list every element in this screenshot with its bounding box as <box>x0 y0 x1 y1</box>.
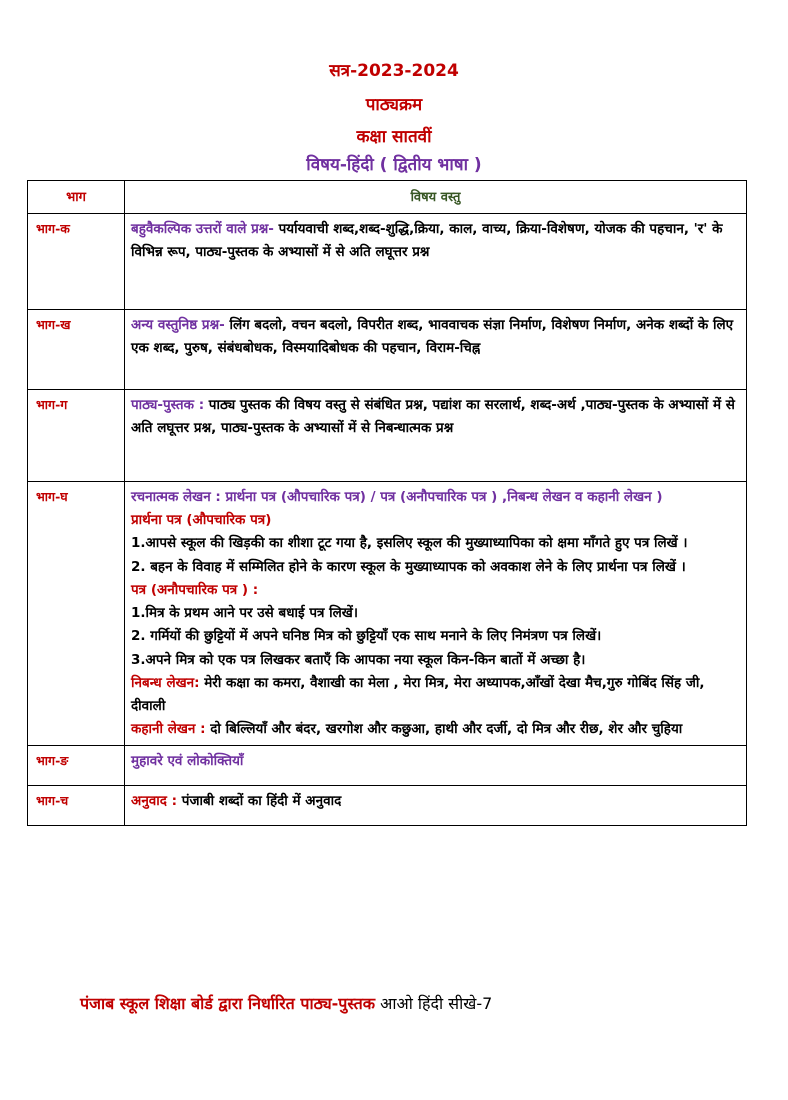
syllabus-table <box>27 180 747 826</box>
table-row <box>28 746 747 786</box>
essay-label: निबन्ध लेखन: <box>131 674 200 691</box>
part-cell: भाग-क <box>28 214 125 310</box>
content-cell <box>125 310 747 390</box>
session-heading: सत्र-2023-2024 <box>329 61 459 81</box>
informal-letter-title: पत्र (अनौपचारिक पत्र ) : <box>131 581 259 598</box>
part-cell: भाग-ग <box>28 390 125 482</box>
story-text: दो बिल्लियाँ और बंदर, खरगोश और कछुआ, हाथी और दर्जी, दो मित्र और रीछ, शेर और चुहिया <box>205 721 683 738</box>
formal-letter-title: प्रार्थना पत्र (औपचारिक पत्र) <box>131 512 272 529</box>
section-text: लिंग बदलो, वचन बदलो, विपरीत शब्द, भाववाचक संज्ञा निर्माण, विशेषण निर्माण, अनेक शब्दों के लिए एक शब्द, पुरुष, संबंधबोधक, विस्मयादिबोधक की पहचान, विराम-चिह्न <box>131 317 734 357</box>
story-writing <box>131 718 740 741</box>
table-row <box>28 310 747 390</box>
list-item: 1.आपसे स्कूल की खिड़की का शीशा टूट गया है, इसलिए स्कूल की मुख्याध्यापिका को क्षमा माँगते हुए पत्र लिखें । <box>131 535 688 552</box>
table-header-row <box>28 181 747 214</box>
creative-writing-heading: रचनात्मक लेखन : प्रार्थना पत्र (औपचारिक पत्र) / पत्र (अनौपचारिक पत्र ) ,निबन्ध लेखन व कहानी लेखन ) <box>131 489 663 505</box>
part-cell: भाग-च <box>28 786 125 826</box>
list-item: 1.मित्र के प्रथम आने पर उसे बधाई पत्र लिखें। <box>131 605 358 622</box>
content-cell <box>125 214 747 310</box>
table-row <box>28 482 747 746</box>
part-cell: भाग-ङ <box>28 746 125 786</box>
section-text: पाठ्य पुस्तक की विषय वस्तु से संबंधित प्रश्न, पद्यांश का सरलार्थ, शब्द-अर्थ ,पाठ्य-पुस्तक के अभ्यासों में से अति लघूत्तर प्रश्न, पाठ्य-पुस्तक के अभ्यासों में से निबन्धात्मक प्रश्न <box>131 397 735 437</box>
table-row <box>28 214 747 310</box>
column-header-content: विषय वस्तु <box>125 181 747 214</box>
list-item: 3.अपने मित्र को एक पत्र लिखकर बताएँ कि आपका नया स्कूल किन-किन बातों में अच्छा है। <box>131 651 586 668</box>
section-label: अनुवाद : <box>131 793 178 810</box>
class-heading: कक्षा सातवीं <box>356 127 432 147</box>
section-text: पंजाबी शब्दों का हिंदी में अनुवाद <box>177 793 342 810</box>
story-label: कहानी लेखन : <box>131 721 206 738</box>
section-label: बहुवैकल्पिक उत्तरों वाले प्रश्न- <box>131 221 274 237</box>
syllabus-heading: पाठ्यक्रम <box>365 95 423 115</box>
footer-board-text: पंजाब स्कूल शिक्षा बोर्ड द्वारा निर्धारित पाठ्य-पुस्तक <box>80 994 376 1013</box>
content-cell <box>125 482 747 746</box>
column-header-part: भाग <box>28 181 125 214</box>
section-label: अन्य वस्तुनिष्ठ प्रश्न- <box>131 317 225 333</box>
section-label: पाठ्य-पुस्तक : <box>131 397 205 413</box>
part-cell: भाग-ख <box>28 310 125 390</box>
content-cell <box>125 786 747 826</box>
list-item: 2. बहन के विवाह में सम्मिलित होने के कारण स्कूल के मुख्याध्यापक को अवकाश लेने के लिए प्रार्थना पत्र लिखें । <box>131 558 686 575</box>
section-text: पर्यायवाची शब्द,शब्द-शुद्धि,क्रिया, काल, वाच्य, क्रिया-विशेषण, योजक की पहचान, 'र' के विभिन्न रूप, पाठ्य-पुस्तक के अभ्यासों में से अति लघूत्तर प्रश्न <box>131 221 723 261</box>
list-item: 2. गर्मियों की छुट्टियों में अपने घनिष्ठ मित्र को छुट्टियाँ एक साथ मनाने के लिए निमंत्रण पत्र लिखें। <box>131 628 602 645</box>
table-row <box>28 390 747 482</box>
essay-text: मेरी कक्षा का कमरा, वैशाखी का मेला , मेरा मित्र, मेरा अध्यापक,आँखों देखा मैच,गुरु गोबिंद सिंह जी, दीवाली <box>131 674 705 714</box>
table-row <box>28 786 747 826</box>
content-cell <box>125 746 747 786</box>
footer-note <box>80 992 492 1014</box>
part-cell: भाग-घ <box>28 482 125 746</box>
section-label: मुहावरे एवं लोकोक्तियाँ <box>131 753 244 770</box>
content-cell <box>125 390 747 482</box>
essay-writing <box>131 672 740 718</box>
subject-heading: विषय-हिंदी ( द्वितीय भाषा ) <box>306 155 482 175</box>
footer-book-title: आओ हिंदी सीखे-7 <box>375 994 493 1013</box>
